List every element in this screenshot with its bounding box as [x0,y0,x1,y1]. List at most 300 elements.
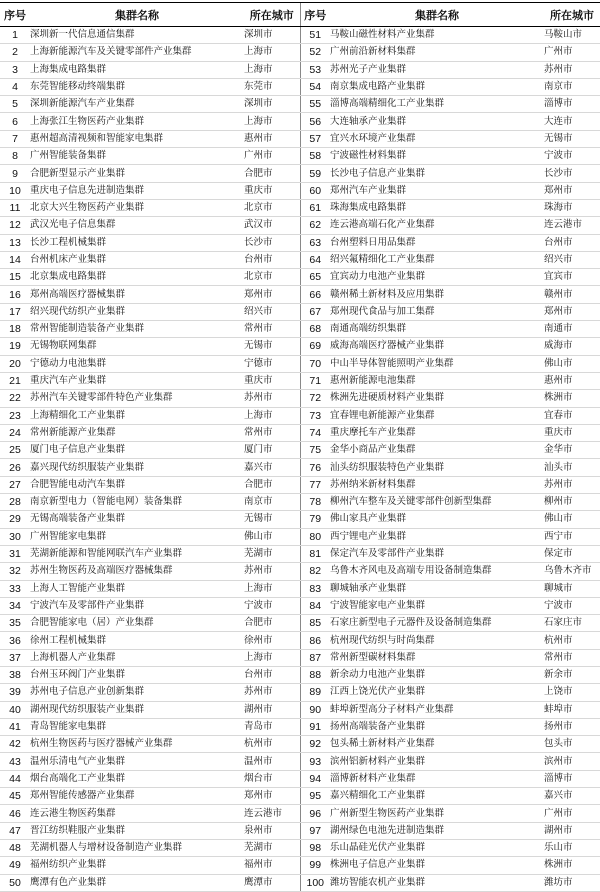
row-number: 17 [0,303,30,320]
city-name: 南京市 [244,494,300,511]
city-name: 滨州市 [544,753,600,770]
row-number: 14 [0,251,30,268]
row-number: 3 [0,61,30,78]
row-number: 22 [0,390,30,407]
row-number: 37 [0,649,30,666]
row-number: 21 [0,372,30,389]
city-name: 重庆市 [544,424,600,441]
cluster-name: 上海新能源汽车及关键零部件产业集群 [30,44,244,61]
city-name: 马鞍山市 [544,27,600,44]
row-number: 73 [300,407,330,424]
city-name: 宁波市 [544,148,600,165]
cluster-name: 珠海集成电路集群 [330,199,544,216]
row-number: 52 [300,44,330,61]
table-row [0,563,600,580]
table-row [0,355,600,372]
row-number: 82 [300,563,330,580]
cluster-name: 汕头纺织服装特色产业集群 [330,459,544,476]
cluster-name: 淄博新材料产业集群 [330,770,544,787]
table-row [0,805,600,822]
city-name: 长沙市 [544,165,600,182]
row-number: 34 [0,597,30,614]
city-name: 柳州市 [544,494,600,511]
row-number: 33 [0,580,30,597]
row-number: 27 [0,476,30,493]
cluster-name: 广州新型生物医药产业集群 [330,805,544,822]
cluster-name: 合肥智能电动汽车集群 [30,476,244,493]
cluster-name: 无锡高端装备产业集群 [30,511,244,528]
city-name: 威海市 [544,338,600,355]
table-row [0,113,600,130]
table-row [0,788,600,805]
city-name: 厦门市 [244,442,300,459]
city-name: 惠州市 [244,130,300,147]
table-row [0,407,600,424]
row-number: 15 [0,269,30,286]
row-number: 67 [300,303,330,320]
table-row [0,424,600,441]
row-number: 48 [0,839,30,856]
row-number: 97 [300,822,330,839]
row-number: 91 [300,718,330,735]
city-name: 台州市 [244,666,300,683]
cluster-name: 宁波磁性材料集群 [330,148,544,165]
row-number: 84 [300,597,330,614]
cluster-name: 滨州铝新材料产业集群 [330,753,544,770]
cluster-name: 株洲先进硬质材料产业集群 [330,390,544,407]
row-number: 35 [0,615,30,632]
city-name: 佛山市 [244,528,300,545]
table-row [0,269,600,286]
row-number: 62 [300,217,330,234]
city-name: 台州市 [544,234,600,251]
cluster-name: 扬州高端装备产业集群 [330,718,544,735]
row-number: 75 [300,442,330,459]
row-number: 36 [0,632,30,649]
cluster-name: 郑州高端医疗器械集群 [30,286,244,303]
header-no-left: 序号 [0,3,30,27]
city-name: 石家庄市 [544,615,600,632]
row-number: 78 [300,494,330,511]
city-name: 西宁市 [544,528,600,545]
city-name: 佛山市 [544,511,600,528]
row-number: 6 [0,113,30,130]
city-name: 宁波市 [244,597,300,614]
city-name: 合肥市 [244,615,300,632]
row-number: 96 [300,805,330,822]
row-number: 10 [0,182,30,199]
row-number: 40 [0,701,30,718]
cluster-name: 上海机器人产业集群 [30,649,244,666]
cluster-name: 常州新型碳材料集群 [330,649,544,666]
row-number: 98 [300,839,330,856]
city-name: 合肥市 [244,476,300,493]
cluster-name: 苏州光子产业集群 [330,61,544,78]
city-name: 上海市 [244,649,300,666]
row-number: 95 [300,788,330,805]
cluster-name: 芜湖机器人与增材设备制造产业集群 [30,839,244,856]
table-row [0,199,600,216]
cluster-name: 上海集成电路集群 [30,61,244,78]
table-row [0,718,600,735]
cluster-name: 宜春锂电新能源产业集群 [330,407,544,424]
header-city-left: 所在城市 [244,3,300,27]
table-row [0,148,600,165]
city-name: 宁德市 [244,355,300,372]
city-name: 北京市 [244,199,300,216]
row-number: 89 [300,684,330,701]
city-name: 徐州市 [244,632,300,649]
city-name: 广州市 [544,44,600,61]
header-no-right: 序号 [300,3,330,27]
cluster-name: 苏州电子信息产业创新集群 [30,684,244,701]
table-row [0,666,600,683]
cluster-name: 连云港高端石化产业集群 [330,217,544,234]
cluster-name: 重庆汽车产业集群 [30,372,244,389]
table-body [0,27,600,892]
city-name: 宜宾市 [544,269,600,286]
table-row [0,580,600,597]
city-name: 上海市 [244,113,300,130]
row-number: 19 [0,338,30,355]
city-name: 上海市 [244,580,300,597]
city-name: 青岛市 [244,718,300,735]
city-name: 上海市 [244,407,300,424]
cluster-name: 广州智能装备集群 [30,148,244,165]
row-number: 39 [0,684,30,701]
city-name: 嘉兴市 [244,459,300,476]
cluster-name: 郑州智能传感器产业集群 [30,788,244,805]
row-number: 56 [300,113,330,130]
cluster-name: 柳州汽车整车及关键零部件创新型集群 [330,494,544,511]
cluster-name: 晋江纺织鞋服产业集群 [30,822,244,839]
city-name: 东莞市 [244,78,300,95]
city-name: 宜春市 [544,407,600,424]
city-name: 杭州市 [244,736,300,753]
cluster-name: 杭州现代纺织与时尚集群 [330,632,544,649]
city-name: 佛山市 [544,355,600,372]
city-name: 苏州市 [244,563,300,580]
city-name: 乌鲁木齐市 [544,563,600,580]
cluster-table [0,2,600,892]
city-name: 郑州市 [244,286,300,303]
city-name: 烟台市 [244,770,300,787]
city-name: 重庆市 [244,372,300,389]
row-number: 11 [0,199,30,216]
cluster-name: 湖州现代纺织服装产业集群 [30,701,244,718]
cluster-name: 上海人工智能产业集群 [30,580,244,597]
city-name: 连云港市 [244,805,300,822]
city-name: 杭州市 [544,632,600,649]
cluster-name: 马鞍山磁性材料产业集群 [330,27,544,44]
row-number: 58 [300,148,330,165]
city-name: 郑州市 [544,303,600,320]
row-number: 61 [300,199,330,216]
cluster-name: 广州前沿新材料集群 [330,44,544,61]
cluster-name: 合肥智能家电（居）产业集群 [30,615,244,632]
row-number: 76 [300,459,330,476]
city-name: 金华市 [544,442,600,459]
city-name: 泉州市 [244,822,300,839]
row-number: 50 [0,874,30,891]
cluster-name: 乌鲁木齐风电及高端专用设备制造集群 [330,563,544,580]
table-row [0,165,600,182]
table-row [0,44,600,61]
row-number: 70 [300,355,330,372]
table-row [0,839,600,856]
city-name: 绍兴市 [544,251,600,268]
row-number: 64 [300,251,330,268]
city-name: 鹰潭市 [244,874,300,891]
cluster-name: 宁波智能家电产业集群 [330,597,544,614]
row-number: 94 [300,770,330,787]
city-name: 长沙市 [244,234,300,251]
table-row [0,545,600,562]
row-number: 29 [0,511,30,528]
row-number: 13 [0,234,30,251]
city-name: 淄博市 [544,96,600,113]
table-row [0,217,600,234]
row-number: 23 [0,407,30,424]
table-row [0,649,600,666]
cluster-name: 郑州现代食品与加工集群 [330,303,544,320]
row-number: 57 [300,130,330,147]
city-name: 郑州市 [544,182,600,199]
row-number: 81 [300,545,330,562]
cluster-name: 常州新能源产业集群 [30,424,244,441]
row-number: 86 [300,632,330,649]
city-name: 无锡市 [244,511,300,528]
row-number: 38 [0,666,30,683]
city-name: 苏州市 [244,390,300,407]
row-number: 4 [0,78,30,95]
city-name: 湖州市 [244,701,300,718]
row-number: 65 [300,269,330,286]
row-number: 92 [300,736,330,753]
city-name: 大连市 [544,113,600,130]
cluster-name: 南通高端纺织集群 [330,321,544,338]
city-name: 株洲市 [544,390,600,407]
city-name: 乐山市 [544,839,600,856]
table-row [0,61,600,78]
table-row [0,321,600,338]
cluster-name: 株洲电子信息产业集群 [330,857,544,874]
row-number: 47 [0,822,30,839]
city-name: 常州市 [244,424,300,441]
row-number: 79 [300,511,330,528]
cluster-name: 杭州生物医药与医疗器械产业集群 [30,736,244,753]
table-row [0,390,600,407]
cluster-name: 长沙工程机械集群 [30,234,244,251]
table-row [0,286,600,303]
cluster-name: 福州纺织产业集群 [30,857,244,874]
cluster-name: 宁波汽车及零部件产业集群 [30,597,244,614]
city-name: 连云港市 [544,217,600,234]
row-number: 85 [300,615,330,632]
table-row [0,857,600,874]
row-number: 7 [0,130,30,147]
city-name: 上饶市 [544,684,600,701]
row-number: 49 [0,857,30,874]
cluster-name: 台州机床产业集群 [30,251,244,268]
cluster-name: 绍兴现代纺织产业集群 [30,303,244,320]
cluster-name: 聊城轴承产业集群 [330,580,544,597]
city-name: 合肥市 [244,165,300,182]
row-number: 44 [0,770,30,787]
row-number: 46 [0,805,30,822]
table-header [0,3,600,27]
cluster-name: 蚌埠新型高分子材料产业集群 [330,701,544,718]
table-row [0,615,600,632]
cluster-name: 长沙电子信息产业集群 [330,165,544,182]
city-name: 上海市 [244,44,300,61]
city-name: 绍兴市 [244,303,300,320]
row-number: 43 [0,753,30,770]
cluster-name: 徐州工程机械集群 [30,632,244,649]
city-name: 湖州市 [544,822,600,839]
city-name: 武汉市 [244,217,300,234]
city-name: 株洲市 [544,857,600,874]
cluster-name: 合肥新型显示产业集群 [30,165,244,182]
city-name: 珠海市 [544,199,600,216]
cluster-name: 包头稀土新材料产业集群 [330,736,544,753]
city-name: 聊城市 [544,580,600,597]
city-name: 赣州市 [544,286,600,303]
row-number: 24 [0,424,30,441]
cluster-name: 宜兴水环境产业集群 [330,130,544,147]
city-name: 广州市 [244,148,300,165]
city-name: 常州市 [544,649,600,666]
city-name: 淄博市 [544,770,600,787]
cluster-name: 苏州生物医药及高端医疗器械集群 [30,563,244,580]
row-number: 16 [0,286,30,303]
table-row [0,476,600,493]
row-number: 42 [0,736,30,753]
cluster-name: 石家庄新型电子元器件及设备制造集群 [330,615,544,632]
city-name: 苏州市 [544,476,600,493]
city-name: 北京市 [244,269,300,286]
cluster-name: 上海精细化工产业集群 [30,407,244,424]
city-name: 宁波市 [544,597,600,614]
cluster-name: 芜湖新能源和智能网联汽车产业集群 [30,545,244,562]
row-number: 93 [300,753,330,770]
city-name: 蚌埠市 [544,701,600,718]
row-number: 8 [0,148,30,165]
cluster-name: 新余动力电池产业集群 [330,666,544,683]
city-name: 嘉兴市 [544,788,600,805]
row-number: 53 [300,61,330,78]
cluster-name: 连云港生物医药集群 [30,805,244,822]
cluster-name: 金华小商品产业集群 [330,442,544,459]
row-number: 71 [300,372,330,389]
cluster-name: 宜宾动力电池产业集群 [330,269,544,286]
cluster-name: 北京集成电路集群 [30,269,244,286]
row-number: 5 [0,96,30,113]
row-number: 99 [300,857,330,874]
cluster-name: 中山半导体智能照明产业集群 [330,355,544,372]
cluster-name: 潍坊智能农机产业集群 [330,874,544,891]
row-number: 100 [300,874,330,891]
table-row [0,528,600,545]
cluster-name: 嘉兴精细化工产业集群 [330,788,544,805]
table-row [0,770,600,787]
row-number: 60 [300,182,330,199]
table-row [0,372,600,389]
table-row [0,303,600,320]
cluster-name: 苏州纳米新材料集群 [330,476,544,493]
cluster-name: 重庆摩托车产业集群 [330,424,544,441]
table-row [0,251,600,268]
cluster-name: 台州塑料日用品集群 [330,234,544,251]
row-number: 63 [300,234,330,251]
row-number: 77 [300,476,330,493]
cluster-name: 佛山家具产业集群 [330,511,544,528]
row-number: 18 [0,321,30,338]
row-number: 90 [300,701,330,718]
cluster-name: 武汉光电子信息集群 [30,217,244,234]
cluster-name: 广州智能家电集群 [30,528,244,545]
city-name: 惠州市 [544,372,600,389]
city-name: 无锡市 [244,338,300,355]
city-name: 郑州市 [244,788,300,805]
cluster-name: 鹰潭有色产业集群 [30,874,244,891]
row-number: 69 [300,338,330,355]
table-row [0,736,600,753]
row-number: 41 [0,718,30,735]
cluster-name: 常州智能制造装备产业集群 [30,321,244,338]
row-number: 12 [0,217,30,234]
city-name: 广州市 [544,805,600,822]
row-number: 25 [0,442,30,459]
header-name-right: 集群名称 [330,3,544,27]
table-row [0,822,600,839]
row-number: 74 [300,424,330,441]
row-number: 26 [0,459,30,476]
row-number: 83 [300,580,330,597]
cluster-name: 青岛智能家电集群 [30,718,244,735]
cluster-name: 重庆电子信息先进制造集群 [30,182,244,199]
city-name: 扬州市 [544,718,600,735]
row-number: 68 [300,321,330,338]
table-row [0,494,600,511]
city-name: 保定市 [544,545,600,562]
city-name: 芜湖市 [244,839,300,856]
row-number: 66 [300,286,330,303]
cluster-name: 乐山晶硅光伏产业集群 [330,839,544,856]
city-name: 深圳市 [244,27,300,44]
row-number: 20 [0,355,30,372]
row-number: 59 [300,165,330,182]
city-name: 汕头市 [544,459,600,476]
city-name: 台州市 [244,251,300,268]
table-row [0,701,600,718]
cluster-name: 东莞智能移动终端集群 [30,78,244,95]
cluster-name: 厦门电子信息产业集群 [30,442,244,459]
cluster-name: 惠州新能源电池集群 [330,372,544,389]
cluster-name: 烟台高端化工产业集群 [30,770,244,787]
row-number: 72 [300,390,330,407]
city-name: 福州市 [244,857,300,874]
row-number: 2 [0,44,30,61]
city-name: 温州市 [244,753,300,770]
cluster-name: 宁德动力电池集群 [30,355,244,372]
cluster-name: 淄博高端精细化工产业集群 [330,96,544,113]
row-number: 51 [300,27,330,44]
city-name: 芜湖市 [244,545,300,562]
row-number: 88 [300,666,330,683]
cluster-name: 深圳新能源汽车产业集群 [30,96,244,113]
row-number: 28 [0,494,30,511]
